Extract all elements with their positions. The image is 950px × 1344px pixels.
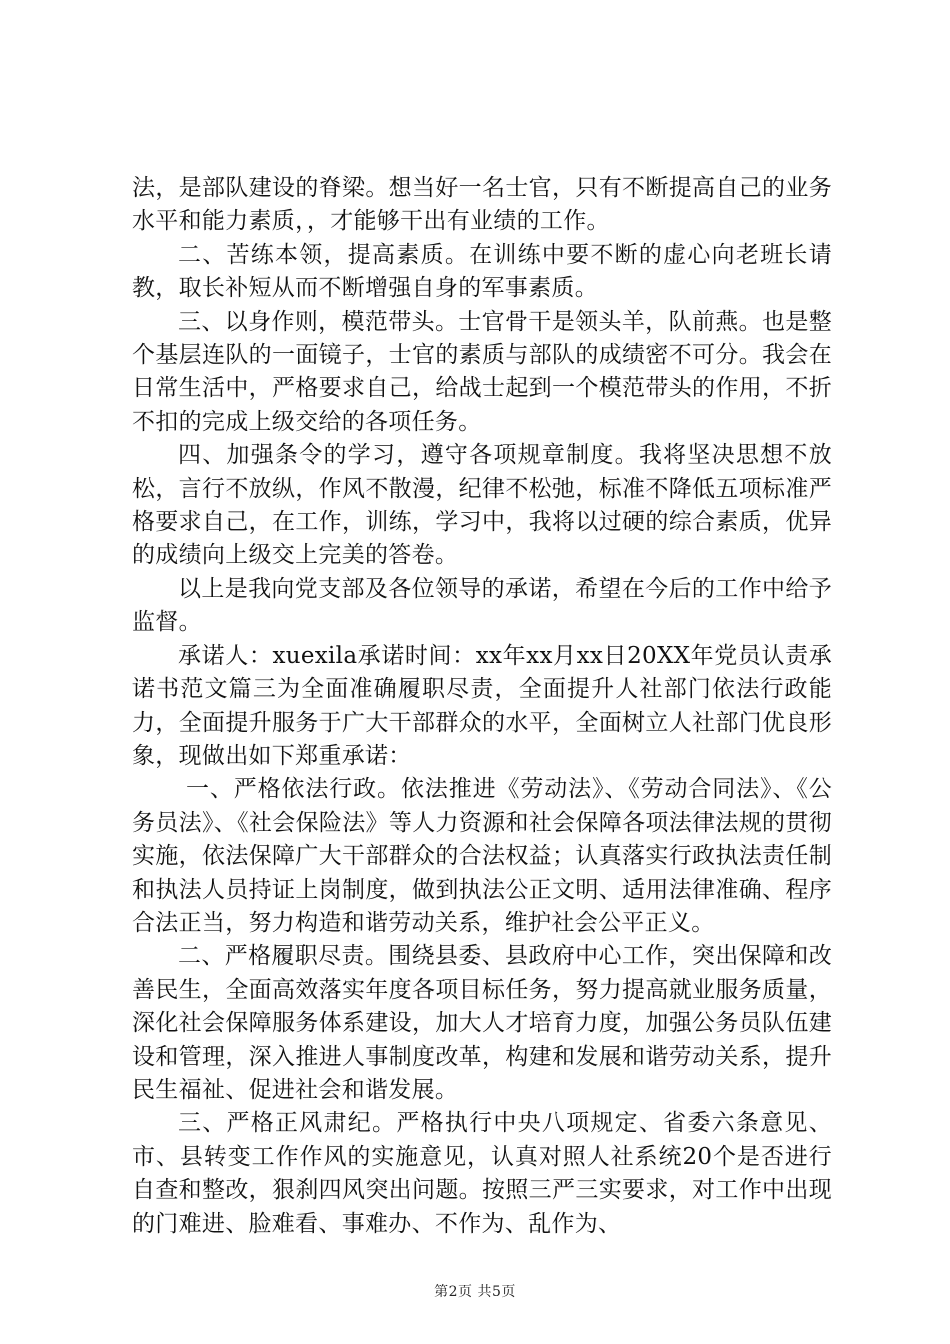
paragraph-7: 一、严格依法行政。依法推进《劳动法》、《劳动合同法》、《公务员法》、《社会保险法》等人力资源和社会保障各项法律法规的贯彻实施，依法保障广大干部群众的合法权益；认真落实行政执法责任制和执法人员持证上岗制度，做到执法公正文明、适用法律准确、程序合法正当，努力构造和谐劳动关系，维护社会公平正义。 (132, 776, 832, 936)
paragraph-6: 承诺人：xuexila承诺时间：xx年xx月xx日20XX年党员认责承诺书范文篇三为全面准确履职尽责，全面提升人社部门依法行政能力，全面提升服务于广大干部群众的水平，全面树立人社部门优良形象，现做出如下郑重承诺： (132, 642, 832, 769)
paragraph-1: 法，是部队建设的脊梁。想当好一名士官，只有不断提高自己的业务水平和能力素质，，才能够干出有业绩的工作。 (132, 175, 832, 235)
paragraph-5: 以上是我向党支部及各位领导的承诺，希望在今后的工作中给予监督。 (132, 575, 832, 636)
page-number-footer: 第2页 共5页 (434, 1284, 516, 1300)
document-body (132, 172, 832, 1241)
paragraph-4: 四、加强条令的学习，遵守各项规章制度。我将坚决思想不放松，言行不放纵，作风不散漫，纪律不松弛，标准不降低五项标准严格要求自己，在工作，训练，学习中，我将以过硬的综合素质，优异的成绩向上级交上完美的答卷。 (132, 442, 832, 569)
paragraph-3: 三、以身作则，模范带头。士官骨干是领头羊，队前燕。也是整个基层连队的一面镜子，士官的素质与部队的成绩密不可分。我会在日常生活中，严格要求自己，给战士起到一个模范带头的作用，不折不扣的完成上级交给的各项任务。 (132, 308, 832, 435)
paragraph-2: 二、苦练本领，提高素质。在训练中要不断的虚心向老班长请教，取长补短从而不断增强自身的军事素质。 (132, 241, 832, 302)
paragraph-8: 二、严格履职尽责。围绕县委、县政府中心工作，突出保障和改善民生，全面高效落实年度各项目标任务，努力提高就业服务质量，深化社会保障服务体系建设，加大人才培育力度，加强公务员队伍建设和管理，深入推进人事制度改革，构建和发展和谐劳动关系，提升民生福祉、促进社会和谐发展。 (132, 943, 832, 1103)
paragraph-9: 三、严格正风肃纪。严格执行中央八项规定、省委六条意见、市、县转变工作作风的实施意见，认真对照人社系统20个是否进行自查和整改，狠刹四风突出问题。按照三严三实要求，对工作中出现的门难进、脸难看、事难办、不作为、乱作为、 (132, 1110, 832, 1237)
